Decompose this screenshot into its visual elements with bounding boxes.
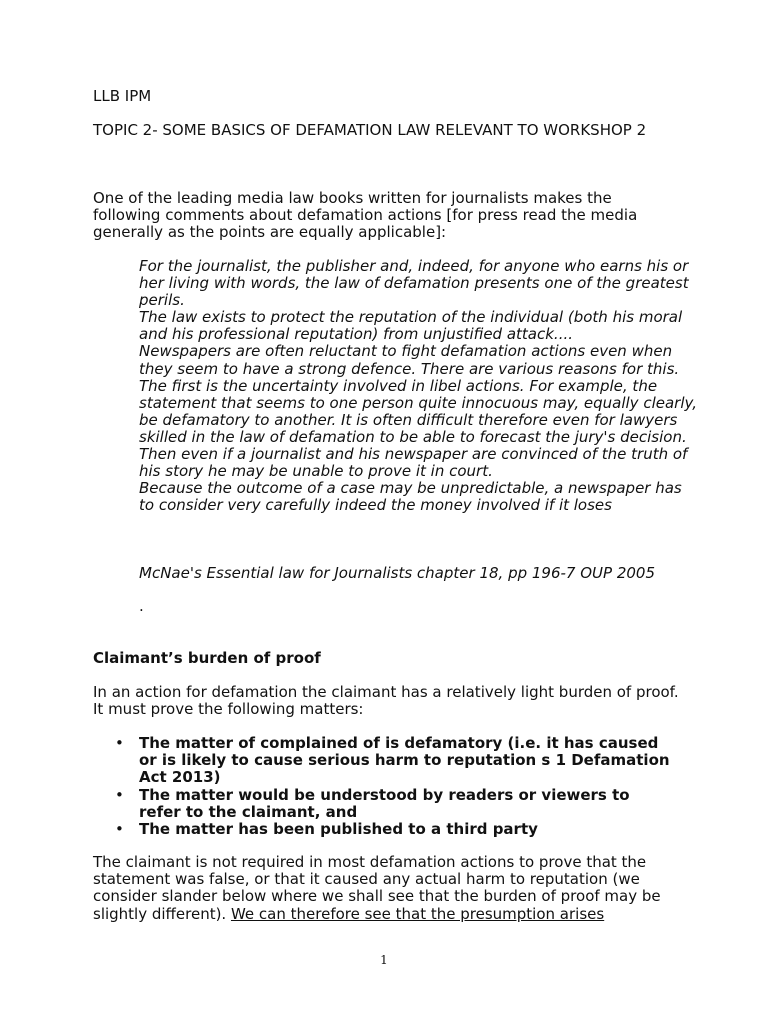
stray-dot: . xyxy=(139,597,144,615)
bullet-icon: • xyxy=(115,785,124,804)
list-item xyxy=(93,735,673,787)
list-item-text: The matter has been published to a third party xyxy=(139,820,538,839)
section-heading: Claimant’s burden of proof xyxy=(93,649,321,667)
list-item-text: The matter of complained of is defamatory (i.e. it has caused or is likely to cause serious harm to reputation s 1 Defamation Act 2013) xyxy=(139,734,670,787)
list-item xyxy=(93,821,673,838)
intro-paragraph: One of the leading media law books written for journalists makes the following comments about defamation actions [for press read the media generally as the points are equally applicable]: xyxy=(93,189,638,242)
document-topic-title: TOPIC 2- SOME BASICS OF DEFAMATION LAW RELEVANT TO WORKSHOP 2 xyxy=(93,121,647,139)
bullet-icon: • xyxy=(115,734,124,752)
list-item xyxy=(93,787,673,821)
underlined-text: We can therefore see that the presumption arises xyxy=(230,904,605,923)
bullet-icon: • xyxy=(115,820,124,839)
quote-paragraph: Then even if a journalist and his newspaper are convinced of the truth of his story he may be unable to prove it in court. xyxy=(139,445,688,481)
quote-paragraph: For the journalist, the publisher and, indeed, for anyone who earns his or her living with words, the law of defamation presents one of the greatest perils. xyxy=(139,257,689,310)
page-number: 1 xyxy=(380,953,388,967)
quote-paragraph: Because the outcome of a case may be unpredictable, a newspaper has to consider very carefully indeed the money involved if it loses xyxy=(139,479,682,515)
bullet-list xyxy=(93,735,673,838)
quote-citation: McNae's Essential law for Journalists chapter 18, pp 196-7 OUP 2005 xyxy=(139,564,656,582)
presumption-paragraph xyxy=(93,854,683,923)
quote-paragraph: The law exists to protect the reputation of the individual (both his moral and his professional reputation) from unjustified attack.... xyxy=(139,308,683,344)
quote-paragraph: The first is the uncertainty involved in libel actions. For example, the statement that seems to one person quite innocuous may, equally clearly, be defamatory to another. It is often difficult therefore even for lawyers skilled in the law of defamation to be able to forecast the jury's decision. xyxy=(139,376,697,446)
document-title-line1: LLB IPM xyxy=(93,87,152,105)
quote-paragraph: Newspapers are often reluctant to fight defamation actions even when they seem to have a strong defence. There are various reasons for this. xyxy=(139,342,680,378)
list-item-text: The matter would be understood by readers or viewers to refer to the claimant, and xyxy=(139,785,630,821)
burden-paragraph: In an action for defamation the claimant has a relatively light burden of proof. It must prove the following matters: xyxy=(93,683,679,719)
presumption-text: The claimant is not required in most defamation actions to prove that the statement was false, or that it caused any actual harm to reputation (we consider slander below where we shall see that the burden of proof may be slightly different). xyxy=(93,853,661,923)
block-quote xyxy=(139,258,699,514)
